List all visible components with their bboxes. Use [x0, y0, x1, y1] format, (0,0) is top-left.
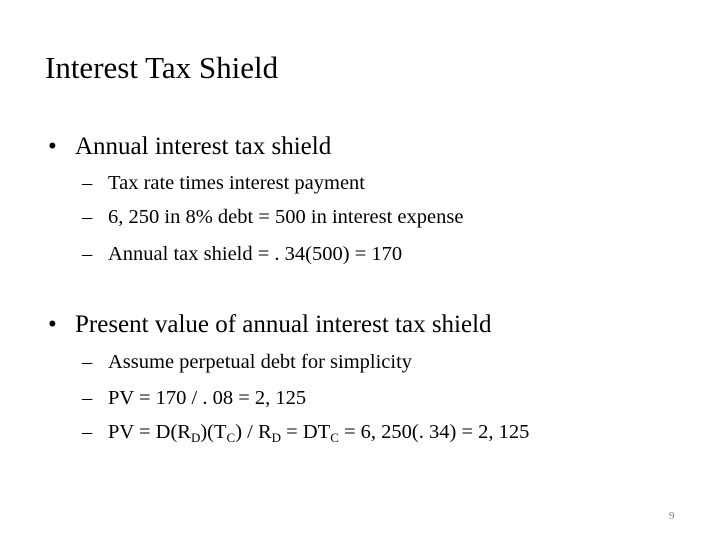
bullet-annual-tax-shield — [48, 131, 331, 163]
formula-subscript: C — [330, 430, 339, 445]
formula — [108, 421, 529, 443]
formula-part: ) / R — [235, 421, 272, 443]
sub-item-pv-calc — [82, 384, 306, 412]
slide-title: Interest Tax Shield — [45, 50, 279, 85]
formula-part: PV = D(R — [108, 421, 191, 443]
formula-part: = 6, 250(. 34) = 2, 125 — [338, 421, 530, 443]
formula-subscript: D — [271, 430, 282, 445]
sub-item-text: Assume perpetual debt for simplicity — [108, 351, 413, 373]
sub-item-text: Tax rate times interest payment — [108, 172, 366, 194]
sub-item-tax-rate — [82, 169, 365, 197]
dash-icon: – — [82, 351, 93, 373]
dash-icon: – — [82, 243, 93, 265]
formula-subscript: C — [226, 430, 236, 445]
page-number: 9 — [669, 510, 675, 522]
formula-part: = DT — [281, 421, 331, 443]
sub-item-text: Annual tax shield = . 34(500) = 170 — [108, 243, 403, 265]
bullet-label: Present value of annual interest tax shield — [75, 311, 492, 338]
dash-icon: – — [82, 421, 93, 443]
bullet-icon: • — [48, 311, 57, 338]
sub-item-pv-formula — [82, 418, 529, 446]
dash-icon: – — [82, 206, 93, 228]
sub-item-text: 6, 250 in 8% debt = 500 in interest expense — [108, 206, 464, 228]
sub-item-perpetual-debt — [82, 348, 412, 376]
bullet-present-value — [48, 309, 492, 341]
sub-item-text: PV = 170 / . 08 = 2, 125 — [108, 387, 307, 409]
sub-item-debt-interest — [82, 203, 463, 231]
formula-subscript: D — [190, 430, 201, 445]
bullet-icon: • — [48, 133, 57, 160]
formula-part: )(T — [200, 421, 227, 443]
dash-icon: – — [82, 387, 93, 409]
bullet-label: Annual interest tax shield — [75, 133, 332, 160]
dash-icon: – — [82, 172, 93, 194]
sub-item-annual-shield — [82, 240, 402, 268]
